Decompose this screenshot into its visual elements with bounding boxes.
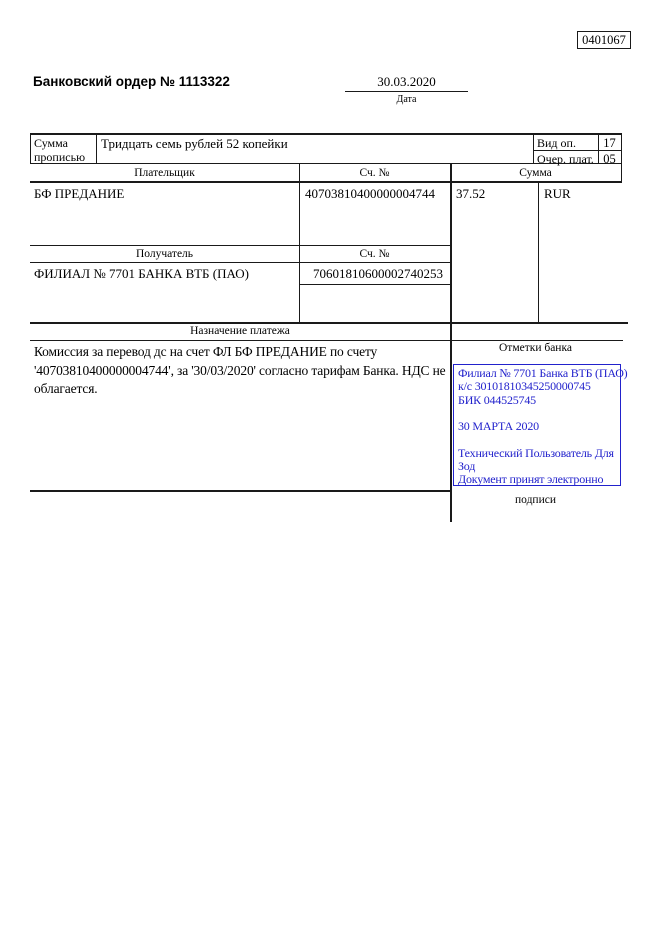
- purpose-header: Назначение платежа: [190, 325, 290, 337]
- stamp-line: 30 МАРТА 2020: [458, 419, 539, 434]
- border-purpose-section-bottom: [30, 490, 450, 492]
- stamp-line: [458, 407, 616, 420]
- op-priority-value: 05: [603, 152, 616, 166]
- page-title: Банковский ордер № 1113322: [33, 74, 230, 89]
- payee-name: ФИЛИАЛ № 7701 БАНКА ВТБ (ПАО): [34, 266, 249, 281]
- amount-column-header: Сумма: [519, 167, 552, 179]
- stamp-line: [458, 433, 616, 446]
- purpose-line: облагается.: [34, 381, 98, 396]
- date-value: 30.03.2020: [345, 74, 468, 92]
- signatures-label: подписи: [515, 494, 556, 506]
- payee-column-header: Получатель: [135, 248, 194, 260]
- border-payee-account-bottom: [299, 284, 450, 285]
- payee-account-column-header: Сч. №: [359, 248, 390, 260]
- form-code: 0401067: [582, 33, 626, 47]
- payee-account: 70601810600002740253: [313, 266, 443, 281]
- purpose-line: '40703810400000004744', за '30/03/2020' согласно тарифам Банка. НДС не: [34, 362, 446, 378]
- date-block: [345, 74, 468, 105]
- stamp-line: Зод: [458, 459, 476, 474]
- border-left-edge: [30, 133, 31, 164]
- border-words-divider: [96, 133, 97, 164]
- op-type-label: Вид оп.: [537, 136, 576, 150]
- amount-words-value: Тридцать семь рублей 52 копейки: [101, 136, 288, 151]
- border-payee-header-bottom: [30, 262, 450, 263]
- payer-account: 40703810400000004744: [305, 186, 435, 201]
- amount-currency: RUR: [544, 186, 571, 201]
- border-right-edge: [621, 133, 622, 183]
- payer-column-header: Плательщик: [134, 167, 195, 179]
- stamp-line: БИК 044525745: [458, 392, 536, 407]
- border-currency-divider: [538, 181, 539, 323]
- purpose-text: [34, 343, 446, 399]
- op-priority-label: Очер. плат.: [537, 152, 594, 166]
- stamp-line: Технический Пользователь Для: [458, 445, 614, 460]
- border-payee-row-top: [30, 245, 450, 246]
- border-op-left: [533, 133, 534, 164]
- border-header-row-bottom: [30, 181, 621, 183]
- stamp-line: Документ принят электронно: [458, 472, 604, 487]
- purpose-line: Комиссия за перевод дс на счет ФЛ БФ ПРЕДАНИЕ по счету: [34, 344, 378, 359]
- amount-value: 37.52: [456, 186, 486, 201]
- op-type-value: 17: [603, 136, 616, 150]
- amount-words-label: Сумма прописью: [34, 136, 86, 164]
- border-account-column-left: [299, 163, 300, 323]
- stamp-line: к/с 30101810345250000745: [458, 379, 591, 394]
- bank-marks-header: Отметки банка: [499, 342, 572, 354]
- stamp-line: Филиал № 7701 Банка ВТБ (ПАО): [458, 366, 628, 380]
- form-code-box: [577, 31, 631, 49]
- date-label: Дата: [396, 94, 417, 105]
- payer-name: БФ ПРЕДАНИЕ: [34, 186, 125, 201]
- border-purpose-header-bottom: [30, 340, 623, 341]
- bank-electronic-stamp: [453, 364, 628, 487]
- payer-account-column-header: Сч. №: [359, 167, 390, 179]
